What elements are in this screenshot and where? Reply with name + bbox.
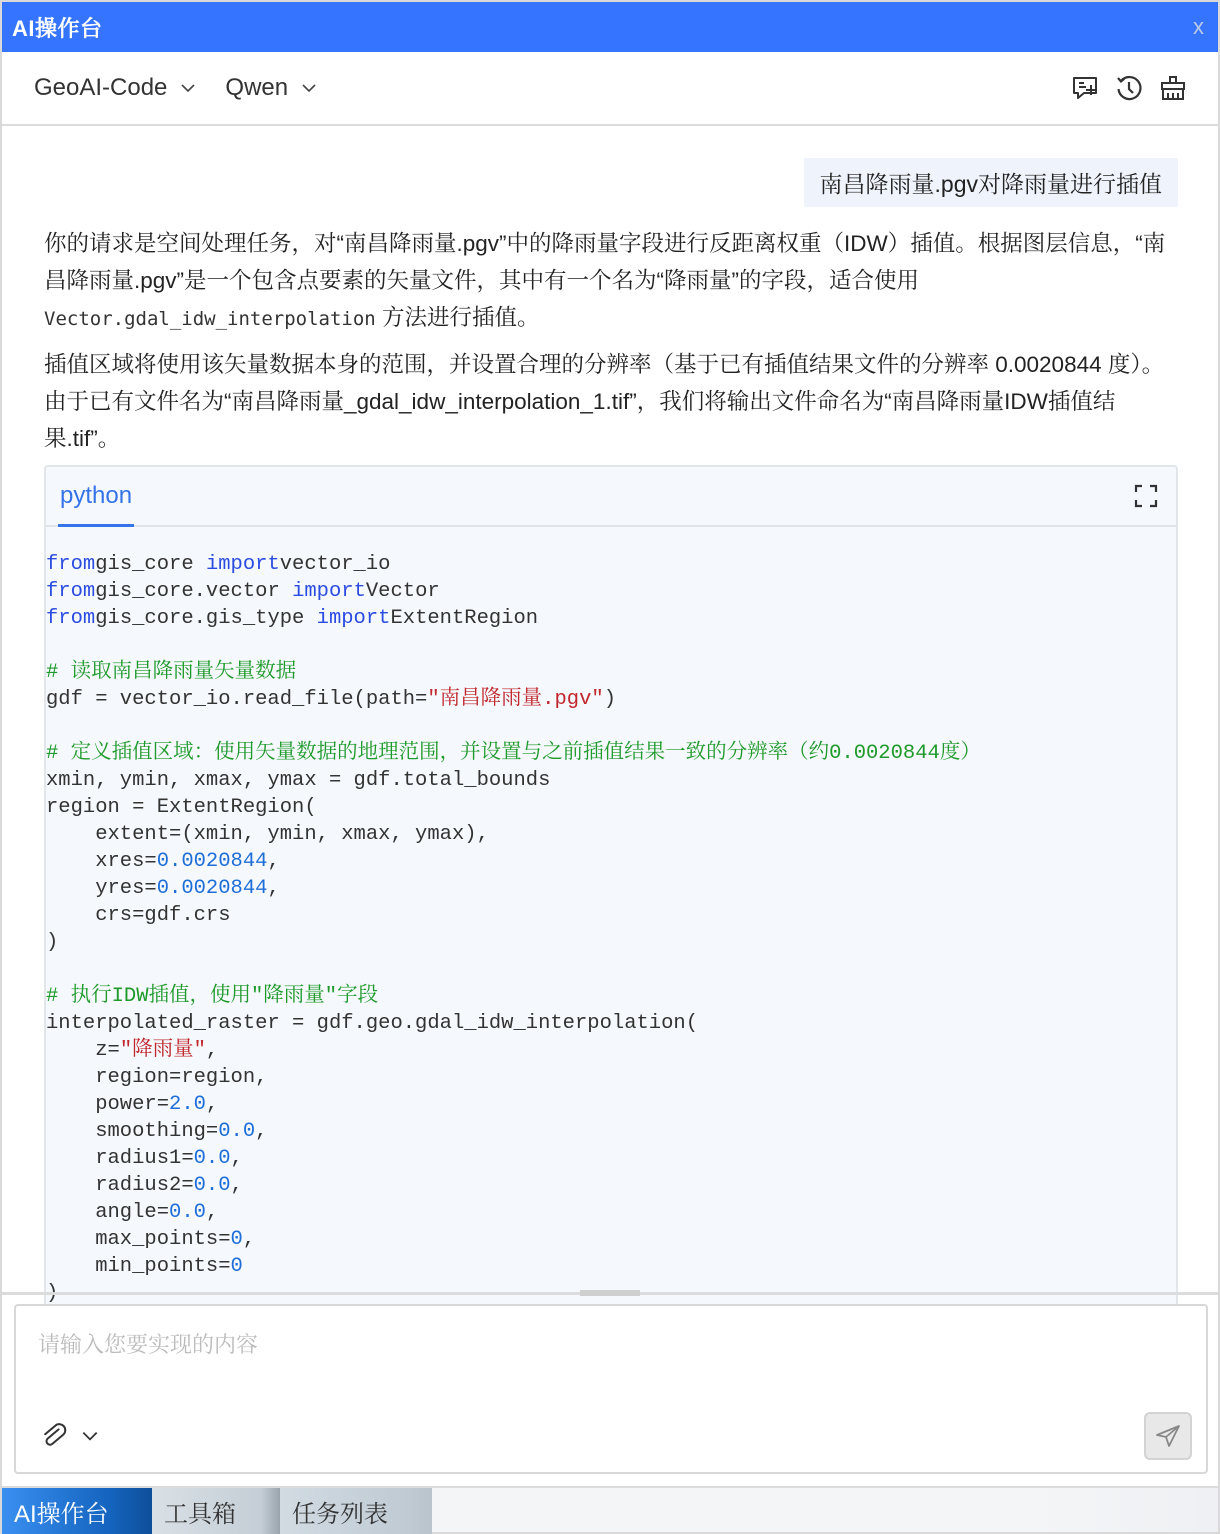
code-line: angle=0.0, xyxy=(46,1201,219,1224)
code-line: fromgis_core.gis_type importExtentRegion xyxy=(46,607,539,630)
bottom-tab-bar xyxy=(2,1486,1218,1532)
history-icon xyxy=(1115,74,1143,102)
code-line: ) xyxy=(46,931,59,954)
paperclip-icon[interactable] xyxy=(40,1422,68,1450)
code-line: region = ExtentRegion( xyxy=(46,796,317,819)
ai-message xyxy=(44,225,1178,1365)
message-input[interactable] xyxy=(38,1328,1138,1388)
resize-splitter[interactable] xyxy=(2,1292,1218,1295)
chat-history[interactable] xyxy=(2,128,1218,1292)
history-button[interactable] xyxy=(1114,73,1144,103)
code-line: region=region, xyxy=(46,1066,268,1089)
ai-paragraph-1 xyxy=(44,225,1178,338)
broom-icon xyxy=(1159,74,1187,102)
window-title: AI操作台 xyxy=(12,15,103,41)
fullscreen-button[interactable] xyxy=(1132,482,1160,510)
code-line: radius1=0.0, xyxy=(46,1147,243,1170)
clear-chat-button[interactable] xyxy=(1158,73,1188,103)
code-line: fromgis_core importvector_io xyxy=(46,553,391,576)
inline-code: Vector.gdal_idw_interpolation xyxy=(44,308,376,330)
model-select-value: Qwen xyxy=(225,74,289,101)
ai-console-window xyxy=(2,2,1218,1532)
agent-select-value: GeoAI-Code xyxy=(34,74,168,101)
code-line: yres=0.0020844, xyxy=(46,877,280,900)
tab-ai-console[interactable]: AI操作台 xyxy=(2,1488,152,1534)
send-button[interactable] xyxy=(1144,1412,1192,1460)
chevron-down-icon xyxy=(300,79,318,97)
tab-toolbox[interactable]: 工具箱 xyxy=(152,1488,280,1534)
code-content[interactable] xyxy=(46,527,1176,1307)
code-line: gdf = vector_io.read_file(path="南昌降雨量.pgv") xyxy=(46,688,616,711)
chevron-down-icon xyxy=(179,79,197,97)
title-bar xyxy=(2,2,1218,52)
code-line: extent=(xmin, ymin, xmax, ymax), xyxy=(46,823,489,846)
fullscreen-icon xyxy=(1132,482,1160,510)
agent-select[interactable] xyxy=(34,74,197,102)
new-chat-icon xyxy=(1071,74,1099,102)
code-language-tab[interactable]: python xyxy=(58,477,134,527)
tab-task-list[interactable]: 任务列表 xyxy=(280,1488,432,1534)
ai-text: 你的请求是空间处理任务，对“南昌降雨量.pgv”中的降雨量字段进行反距离权重（IDW）插值。根据图层信息，“南昌降雨量.pgv”是一个包含点要素的矢量文件，其中有一个名为“降雨量”的字段，适合使用 xyxy=(44,231,1166,293)
code-line: power=2.0, xyxy=(46,1093,219,1116)
send-icon xyxy=(1154,1422,1182,1450)
toolbar xyxy=(2,52,1218,126)
code-line: z="降雨量", xyxy=(46,1039,219,1062)
code-block xyxy=(44,465,1178,1365)
code-line: interpolated_raster = gdf.geo.gdal_idw_interpolation( xyxy=(46,1012,699,1035)
ai-paragraph-2: 插值区域将使用该矢量数据本身的范围，并设置合理的分辨率（基于已有插值结果文件的分辨率 0.0020844 度）。由于已有文件名为“南昌降雨量_gdal_idw_interpolation_1.tif”，我们将输出文件命名为“南昌降雨量IDW插值结果.tif”。 xyxy=(44,352,1165,451)
code-line xyxy=(46,713,1176,740)
resize-handle[interactable] xyxy=(580,1290,640,1296)
close-button[interactable]: x xyxy=(1193,14,1204,39)
ai-text: 方法进行插值。 xyxy=(382,305,540,330)
new-chat-button[interactable] xyxy=(1070,73,1100,103)
code-block-header xyxy=(46,467,1176,527)
code-line: xmin, ymin, xmax, ymax = gdf.total_bounds xyxy=(46,769,551,792)
input-area xyxy=(14,1304,1208,1474)
code-line: smoothing=0.0, xyxy=(46,1120,268,1143)
code-line: # 定义插值区域：使用矢量数据的地理范围，并设置与之前插值结果一致的分辨率（约0.0020844度） xyxy=(46,742,981,765)
code-line xyxy=(46,632,1176,659)
user-message: 南昌降雨量.pgv对降雨量进行插值 xyxy=(804,158,1178,207)
code-line: radius2=0.0, xyxy=(46,1174,243,1197)
chevron-down-icon[interactable] xyxy=(80,1426,100,1446)
code-line: max_points=0, xyxy=(46,1228,256,1251)
code-line: xres=0.0020844, xyxy=(46,850,280,873)
code-line: # 读取南昌降雨量矢量数据 xyxy=(46,661,297,684)
code-line xyxy=(46,956,1176,983)
model-select[interactable] xyxy=(225,74,318,102)
code-line: fromgis_core.vector importVector xyxy=(46,580,440,603)
code-line: crs=gdf.crs xyxy=(46,904,231,927)
code-line: min_points=0 xyxy=(46,1255,243,1278)
code-line: # 执行IDW插值，使用"降雨量"字段 xyxy=(46,985,379,1008)
